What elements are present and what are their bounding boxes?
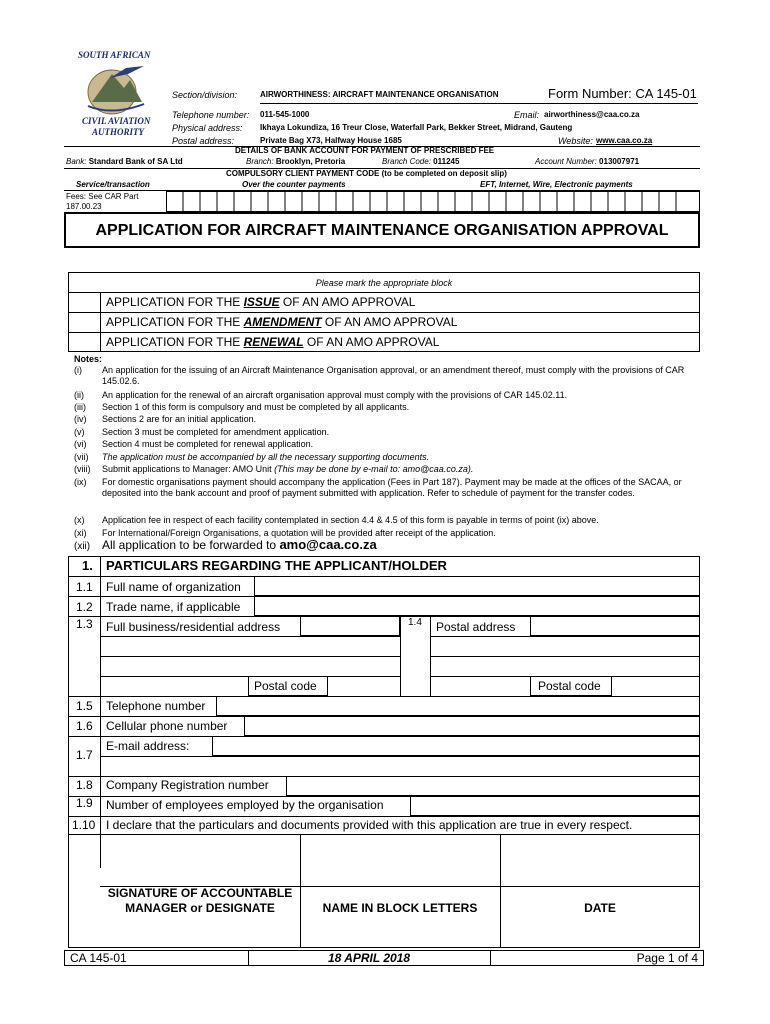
payment-code-title: COMPULSORY CLIENT PAYMENT CODE (to be completed on deposit slip)	[226, 169, 507, 178]
apptype-rule-2	[68, 312, 700, 313]
row-1-1-label: Full name of organization	[106, 580, 241, 594]
apptype-suffix: OF AN AMO APPROVAL	[321, 315, 458, 329]
account-row	[535, 157, 639, 166]
note-text: For International/Foreign Organisations, a quotation will be provided after receipt of the application.	[102, 528, 496, 538]
bank-value: Standard Bank of SA Ltd	[88, 157, 183, 166]
website-label: Website:	[558, 136, 593, 146]
website-value[interactable]: www.caa.co.za	[596, 136, 653, 145]
branch-row	[246, 157, 345, 166]
business-postal-code-label: Postal code	[254, 679, 317, 693]
business-postal-code-field[interactable]	[329, 677, 399, 695]
eft-label: EFT, Internet, Wire, Electronic payments	[480, 180, 633, 189]
apptype-checkbox-issue[interactable]	[69, 293, 99, 311]
note-num: (iv)	[74, 414, 87, 424]
row-1-8-label: Company Registration number	[106, 778, 269, 792]
note-num: (v)	[74, 427, 85, 437]
company-registration-field[interactable]	[286, 776, 700, 796]
employees-count-field[interactable]	[410, 796, 700, 816]
apptype-prefix: APPLICATION FOR THE	[106, 315, 244, 329]
note-text	[102, 464, 702, 475]
footer-date: 18 APRIL 2018	[327, 951, 411, 965]
note-text: The application must be accompanied by all the necessary supporting documents.	[102, 452, 430, 462]
signature-field[interactable]	[101, 835, 299, 885]
addr-divider	[400, 616, 401, 696]
row-1-7-label: E-mail address:	[106, 739, 190, 753]
note-text: Section 1 of this form is compulsory and must be completed by all applicants.	[102, 402, 410, 412]
email-value[interactable]: airworthiness@caa.co.za	[544, 110, 640, 119]
logo-text-top: SOUTH AFRICAN	[78, 50, 151, 60]
row-1-5-num: 1.5	[76, 699, 93, 713]
note-text: Application fee in respect of each facility contemplated in section 4.4 & 4.5 of this form is payable in terms of point (ix) above.	[102, 515, 599, 525]
branch-value: Brooklyn, Pretoria	[275, 157, 346, 166]
payment-code-grid	[167, 192, 699, 211]
row-1-7-num: 1.7	[76, 748, 93, 762]
branch-code-row	[382, 157, 459, 166]
note-text	[102, 537, 702, 552]
apptype-rule-1	[68, 292, 700, 293]
note-text: For domestic organisations payment should accompany the application (Fees in Part 187). Payment may be made at the offices of the SACAA, or deposited into the bank account and proof of payment submitted with application. Refer to schedule of payment for the transfer codes.	[102, 477, 682, 498]
apptype-checkbox-renewal[interactable]	[69, 333, 99, 351]
name-block-letters-field[interactable]	[301, 835, 499, 885]
note-num: (ix)	[74, 477, 87, 487]
telephone-value: 011-545-1000	[260, 110, 310, 119]
section1-number: 1.	[82, 558, 93, 573]
apptype-prefix: APPLICATION FOR THE	[106, 335, 244, 349]
form-number: Form Number: CA 145-01	[548, 86, 697, 101]
telephone-label: Telephone number:	[172, 110, 250, 120]
row-1-5-label: Telephone number	[106, 699, 206, 713]
apptype-rule-3	[68, 332, 700, 333]
apptype-checkbox-amendment[interactable]	[69, 313, 99, 331]
note-num: (ii)	[74, 390, 84, 400]
note-num: (xi)	[74, 528, 87, 538]
row-1-2-label: Trade name, if applicable	[106, 600, 241, 614]
notes-heading: Notes:	[74, 354, 103, 364]
row-1-4-label: Postal address	[436, 620, 516, 634]
note-text-italic: (This may be done by e-mail to: amo@caa.co.za).	[274, 464, 474, 474]
section-label: Section/division:	[172, 90, 238, 100]
branch-code-label: Branch Code:	[382, 157, 431, 166]
postal-label: Postal address:	[172, 136, 235, 146]
s1-numcol-divider	[100, 556, 101, 868]
footer-form-number: CA 145-01	[70, 951, 127, 965]
account-label: Account Number:	[535, 157, 597, 166]
branch-label: Branch:	[246, 157, 274, 166]
apptype-emph: RENEWAL	[243, 335, 304, 349]
postal-value: Private Bag X73, Halfway House 1685	[260, 136, 402, 145]
postal-address-line-1[interactable]	[530, 616, 700, 636]
note-text-main: Submit applications to Manager: AMO Unit	[102, 464, 272, 474]
telephone-field[interactable]	[216, 696, 700, 716]
logo-text-bottom: AUTHORITY	[92, 127, 145, 137]
note-text: Section 3 must be completed for amendment application.	[102, 427, 330, 437]
header-rule	[260, 103, 698, 104]
row-1-1-num: 1.1	[76, 580, 93, 594]
apptype-emph: AMENDMENT	[243, 315, 322, 329]
email-field-line-2[interactable]	[101, 757, 699, 775]
postal-address-line-3[interactable]	[431, 657, 699, 675]
apptype-option-issue	[106, 295, 415, 309]
footer-page: Page 1 of 4	[636, 951, 698, 965]
bank-label: Bank:	[66, 157, 87, 166]
row-1-3-label: Full business/residential address	[106, 620, 281, 634]
note-num: (iii)	[74, 402, 86, 412]
business-address-line-1[interactable]	[300, 616, 400, 636]
row-1-2-num: 1.2	[76, 600, 93, 614]
s1-rule-9	[68, 816, 700, 817]
note-num: (i)	[74, 365, 82, 375]
row-1-6-label: Cellular phone number	[106, 719, 228, 733]
note-num: (vi)	[74, 439, 87, 449]
page-title: APPLICATION FOR AIRCRAFT MAINTENANCE ORGANISATION APPROVAL	[95, 222, 669, 239]
fees-label: Fees: See CAR Part 187.00.23	[66, 192, 139, 211]
section-value: AIRWORTHINESS: AIRCRAFT MAINTENANCE ORGANISATION	[260, 90, 499, 99]
note-last-email[interactable]: amo@caa.co.za	[279, 537, 377, 552]
apptype-emph: ISSUE	[243, 295, 280, 309]
title-box	[64, 212, 700, 248]
row-1-8-num: 1.8	[76, 778, 93, 792]
payment-code-boxes[interactable]	[166, 191, 700, 212]
signature-label: SIGNATURE OF ACCOUNTABLE MANAGER or DESIGNATE	[107, 886, 293, 915]
postal-postal-code-label: Postal code	[538, 679, 601, 693]
bank-row	[66, 157, 183, 166]
row-1-9-label: Number of employees employed by the organisation	[106, 798, 384, 812]
note-text: An application for the renewal of an aircraft organisation approval must comply with the provisions of CAR 145.02.11.	[102, 390, 568, 400]
business-address-line-3[interactable]	[101, 657, 399, 675]
name-label: NAME IN BLOCK LETTERS	[322, 901, 478, 915]
branch-code-value: 011245	[433, 157, 460, 166]
physical-label: Physical address:	[172, 123, 243, 133]
note-num: (xii)	[74, 541, 91, 552]
logo-emblem-icon	[82, 62, 152, 118]
note-num: (vii)	[74, 452, 89, 462]
row-1-10-num: 1.10	[72, 818, 96, 832]
organization-name-field[interactable]	[254, 576, 700, 596]
row-1-6-num: 1.6	[76, 719, 93, 733]
note-text: Sections 2 are for an initial application.	[102, 414, 257, 424]
row-1-9-num: 1.9	[76, 796, 93, 810]
apptype-prefix: APPLICATION FOR THE	[106, 295, 244, 309]
caa-logo	[72, 48, 162, 148]
logo-text-mid: CIVIL AVIATION	[82, 116, 151, 126]
note-text: Section 4 must be completed for renewal application.	[102, 439, 314, 449]
cellphone-field[interactable]	[244, 716, 700, 736]
apptype-divider	[100, 292, 101, 352]
service-label: Service/transaction	[76, 180, 150, 189]
postal-address-line-2[interactable]	[431, 637, 699, 655]
apptype-option-amendment	[106, 315, 457, 329]
row-1-3-num: 1.3	[76, 617, 93, 631]
apptype-suffix: OF AN AMO APPROVAL	[303, 335, 440, 349]
postal-postal-code-field[interactable]	[613, 677, 699, 695]
note-text: An application for the issuing of an Aircraft Maintenance Organisation approval, or an amendment thereof, must comply with the provisions of CAR 145.02.6.	[102, 365, 685, 386]
date-label: DATE	[584, 901, 616, 915]
section1-title: PARTICULARS REGARDING THE APPLICANT/HOLDER	[106, 558, 447, 573]
mark-instruction: Please mark the appropriate block	[315, 278, 453, 288]
apptype-option-renewal	[106, 335, 439, 349]
physical-value: Ikhaya Lokundiza, 16 Treur Close, Waterfall Park, Bekker Street, Midrand, Gauteng	[260, 123, 573, 132]
email-label: Email:	[514, 110, 540, 120]
row-1-4-num: 1.4	[408, 617, 422, 628]
business-address-line-2[interactable]	[101, 637, 399, 655]
note-num: (x)	[74, 515, 85, 525]
note-num: (viii)	[74, 464, 91, 474]
apptype-suffix: OF AN AMO APPROVAL	[279, 295, 416, 309]
trade-name-field[interactable]	[254, 596, 700, 616]
row-1-10-label: I declare that the particulars and documents provided with this application are true in every respect.	[106, 818, 633, 832]
email-field[interactable]	[212, 736, 700, 756]
date-field[interactable]	[501, 835, 699, 885]
account-value: 013007971	[599, 157, 640, 166]
counter-label: Over the counter payments	[242, 180, 346, 189]
note-last-text: All application to be forwarded to	[102, 538, 277, 552]
bank-title: DETAILS OF BANK ACCOUNT FOR PAYMENT OF PRESCRIBED FEE	[235, 146, 495, 155]
